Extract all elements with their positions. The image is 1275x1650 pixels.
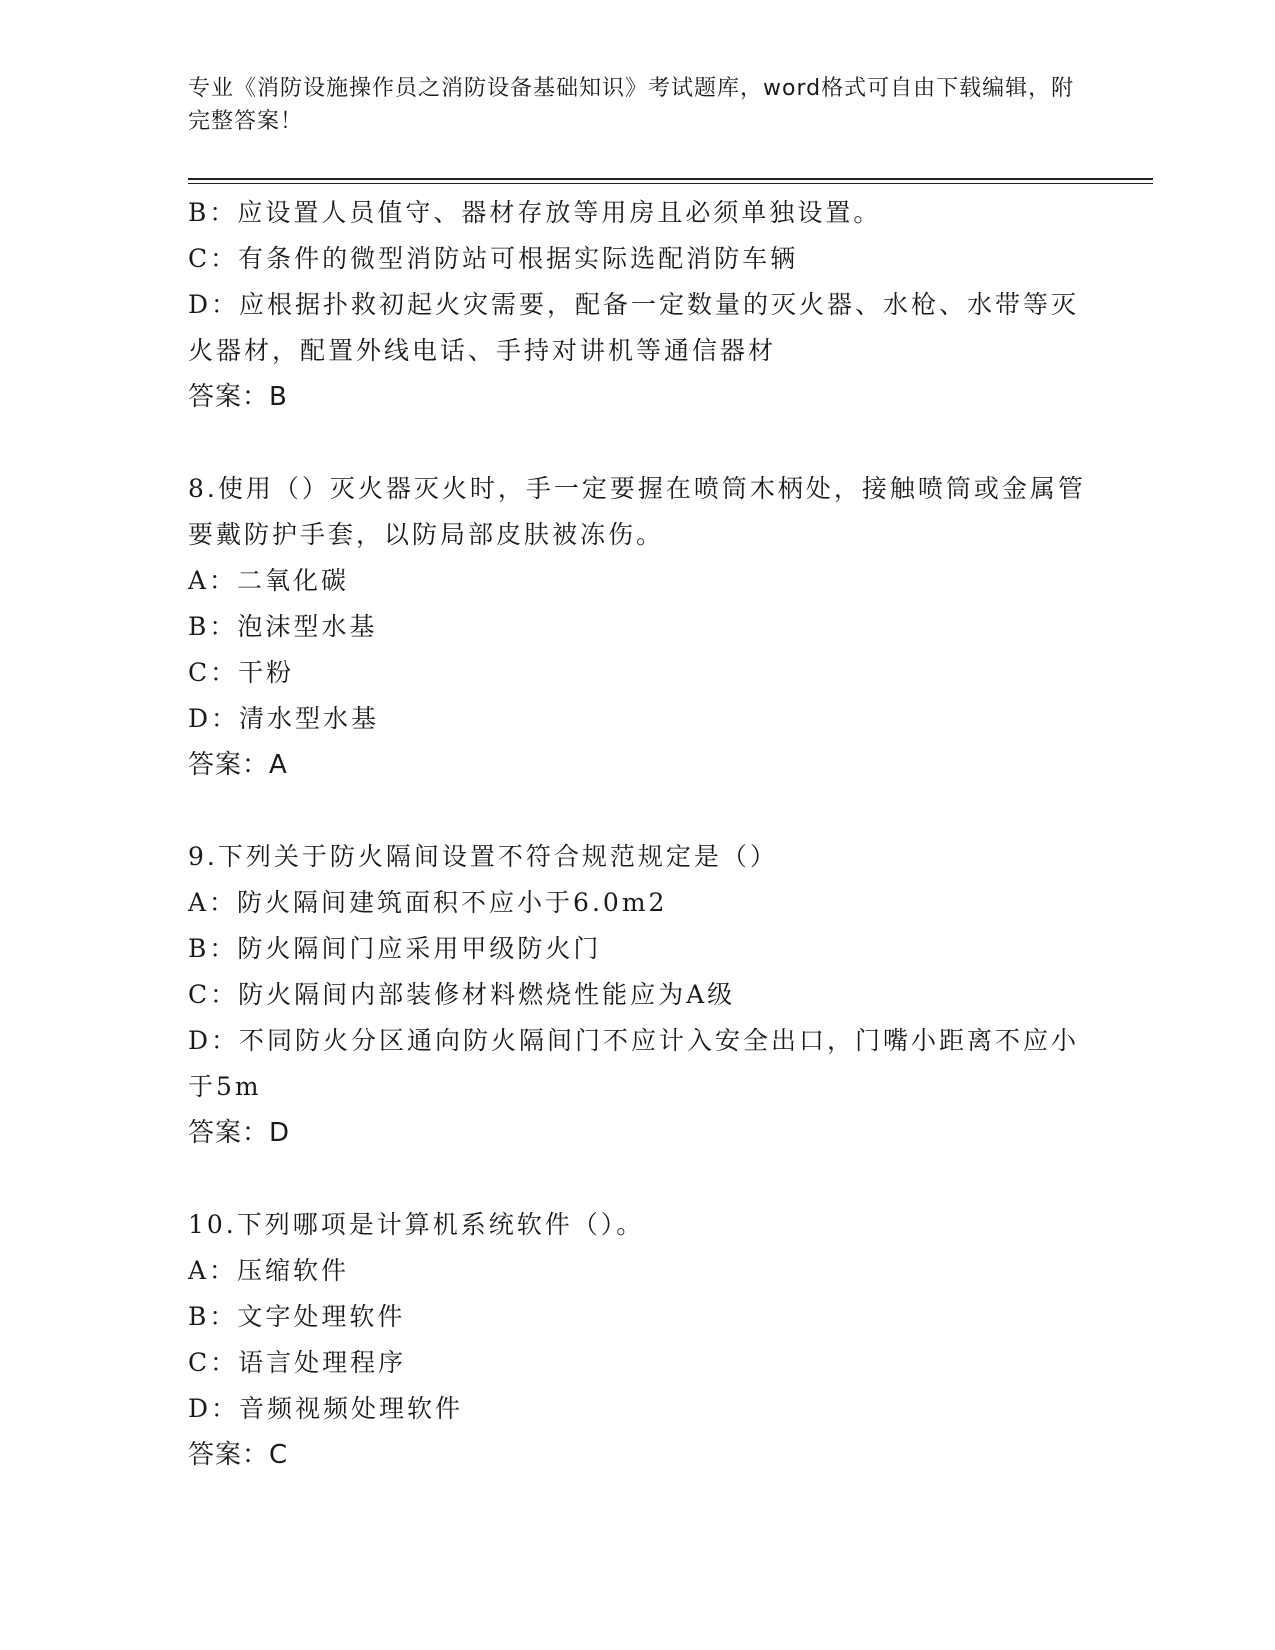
question-spacer [188, 788, 1088, 834]
question-spacer [188, 1156, 1088, 1202]
option-c: C：语言处理程序 [188, 1348, 407, 1377]
question-text: 8.使用（）灭火器灭火时，手一定要握在喷筒木柄处，接触喷筒或金属管要戴防护手套，以防局部皮肤被冻伤。 [188, 474, 1086, 549]
option-c: C：干粉 [188, 658, 295, 687]
question-spacer [188, 420, 1088, 466]
option-d: D：清水型水基 [188, 704, 380, 733]
option-b: B：应设置人员值守、器材存放等用房且必须单独设置。 [188, 198, 882, 227]
question-10 [188, 1202, 1088, 1478]
answer-line: 答案：A [188, 750, 288, 780]
option-c: C：有条件的微型消防站可根据实际选配消防车辆 [188, 244, 799, 273]
question-7 [188, 190, 1088, 420]
header-rule-thick [188, 178, 1153, 180]
question-text: 10.下列哪项是计算机系统软件（）。 [188, 1210, 645, 1239]
header-rule-thin [188, 183, 1153, 184]
option-b: B：防火隔间门应采用甲级防火门 [188, 934, 602, 963]
option-b: B：文字处理软件 [188, 1302, 406, 1331]
answer-line: 答案：D [188, 1118, 291, 1148]
question-list [188, 190, 1088, 1478]
document-header: 专业《消防设施操作员之消防设备基础知识》考试题库，word格式可自由下载编辑，附完整答案！ [188, 76, 1075, 134]
option-c: C：防火隔间内部装修材料燃烧性能应为A级 [188, 980, 736, 1009]
option-d: D：不同防火分区通向防火隔间门不应计入安全出口，门嘴小距离不应小于5m [188, 1026, 1080, 1101]
option-a: A：压缩软件 [188, 1256, 350, 1285]
option-a: A：二氧化碳 [188, 566, 350, 595]
option-d: D：应根据扑救初起火灾需要，配备一定数量的灭火器、水枪、水带等灭火器材，配置外线电话、手持对讲机等通信器材 [188, 290, 1080, 365]
question-8 [188, 466, 1088, 788]
answer-line: 答案：C [188, 1440, 289, 1470]
question-9 [188, 834, 1088, 1156]
option-a: A：防火隔间建筑面积不应小于6.0m2 [188, 888, 668, 917]
question-text: 9.下列关于防火隔间设置不符合规范规定是（） [188, 842, 778, 871]
option-d: D：音频视频处理软件 [188, 1394, 464, 1423]
option-b: B：泡沫型水基 [188, 612, 378, 641]
answer-line: 答案：B [188, 382, 288, 412]
